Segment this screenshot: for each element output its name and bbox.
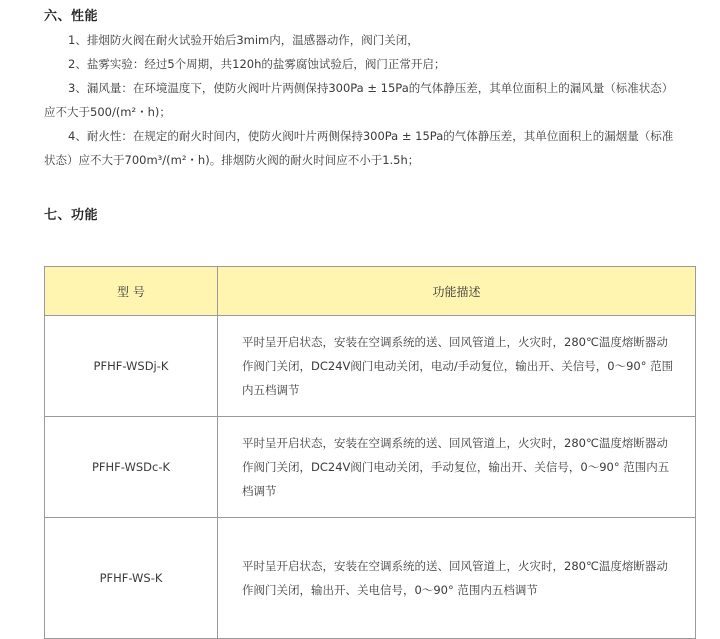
table-row [45, 417, 696, 518]
description-cell: 平时呈开启状态，安装在空调系统的送、回风管道上，火灾时，280℃温度熔断器动作阀门关闭，DC24V阀门电动关闭，电动/手动复位，输出开、关信号，0～90° 范围内五档调节 [218, 316, 696, 417]
section-7-title: 七、功能 [44, 208, 99, 223]
model-cell: PFHF-WSDc-K [45, 417, 218, 518]
performance-item-3: 3、漏风量：在环境温度下，使防火阀叶片两侧保持300Pa ± 15Pa的气体静压差，其单位面积上的漏风量（标准状态）应不大于500/(m²・h)； [44, 81, 674, 119]
function-table [44, 266, 696, 639]
performance-item-4: 4、耐火性：在规定的耐火时间内，使防火阀叶片两侧保持300Pa ± 15Pa的气体静压差，其单位面积上的漏烟量（标准状态）应不大于700m³/(m²・h)。排烟防火阀的耐火时间应不小于1.5h； [44, 129, 674, 167]
header-model: 型 号 [45, 267, 218, 316]
table-header-row [45, 267, 696, 316]
model-cell: PFHF-WS-K [45, 518, 218, 639]
performance-item-2: 2、盐雾实验：经过5个周期，共120h的盐雾腐蚀试验后，阀门正常开启； [68, 57, 446, 71]
header-description: 功能描述 [218, 267, 696, 316]
performance-item-1: 1、排烟防火阀在耐火试验开始后3mim内，温感器动作，阀门关闭， [68, 33, 419, 47]
model-cell: PFHF-WSDj-K [45, 316, 218, 417]
description-cell: 平时呈开启状态，安装在空调系统的送、回风管道上，火灾时，280℃温度熔断器动作阀门关闭，DC24V阀门电动关闭，手动复位，输出开、关信号，0～90° 范围内五档调节 [218, 417, 696, 518]
description-cell: 平时呈开启状态，安装在空调系统的送、回风管道上，火灾时，280℃温度熔断器动作阀门关闭，输出开、关电信号，0～90° 范围内五档调节 [218, 518, 696, 639]
section-6-title: 六、性能 [44, 9, 99, 24]
table-row [45, 518, 696, 639]
table-row [45, 316, 696, 417]
